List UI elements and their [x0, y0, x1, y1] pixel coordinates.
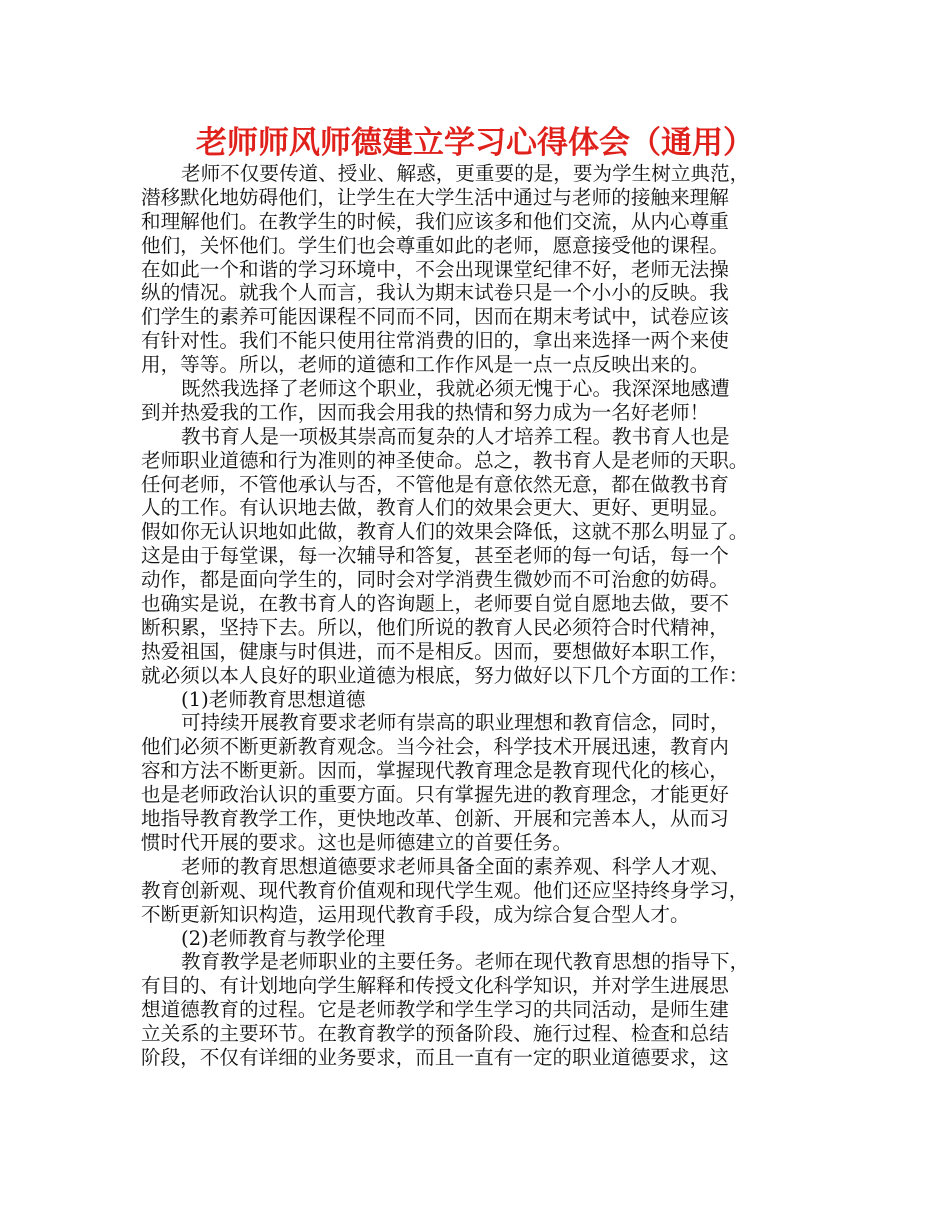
text-line: 老师的教育思想道德要求老师具备全面的素养观、科学人才观、	[181, 854, 730, 878]
text-line: 老师不仅要传道、授业、解惑，更重要的是，要为学生树立典范，	[181, 162, 750, 185]
text-line: 教书育人是一项极其崇高而复杂的人才培养工程。教书育人也是	[181, 424, 730, 448]
text-line: 假如你无认识地如此做，教育人们的效果会降低，这就不那么明显了。	[141, 520, 749, 544]
text-line: 动作，都是面向学生的，同时会对学消费生微妙而不可治愈的妨碍。	[141, 568, 729, 592]
text-line: 想道德教育的过程。它是老师教学和学生学习的共同活动，是师生建	[141, 998, 729, 1022]
text-line: 们学生的素养可能因课程不同而不同，因而在期末考试中，试卷应该	[141, 305, 729, 329]
text-line: 可持续开展教育要求老师有崇高的职业理想和教育信念，同时，	[181, 711, 730, 735]
text-line: 也是老师政治认识的重要方面。只有掌握先进的教育理念，才能更好	[141, 783, 729, 807]
text-line: (1)老师教育思想道德	[181, 687, 366, 711]
text-line: 有针对性。我们不能只使用往常消费的旧的，拿出来选择一两个来使	[141, 329, 729, 353]
text-line: 不断更新知识构造，运用现代教育手段，成为综合复合型人才。	[141, 902, 690, 926]
text-line: 教育创新观、现代教育价值观和现代学生观。他们还应坚持终身学习，	[141, 878, 749, 902]
text-line: 就必须以本人良好的职业道德为根底，努力做好以下几个方面的工作：	[141, 663, 749, 687]
text-line: 他们必须不断更新教育观念。当今社会，科学技术开展迅速，教育内	[141, 735, 729, 759]
text-line: 潜移默化地妨碍他们，让学生在大学生活中通过与老师的接触来理解	[141, 185, 729, 209]
text-line: 也确实是说，在教书育人的咨询题上，老师要自觉自愿地去做，要不	[141, 592, 729, 616]
text-line: 既然我选择了老师这个职业，我就必须无愧于心。我深深地感遭	[181, 377, 730, 401]
text-line: 任何老师，不管他承认与否，不管他是有意依然无意，都在做教书育	[141, 472, 729, 496]
text-line: 在如此一个和谐的学习环境中，不会出现课堂纪律不好，老师无法操	[141, 257, 729, 281]
text-line: 他们，关怀他们。学生们也会尊重如此的老师，愿意接受他的课程。	[141, 233, 729, 257]
document-body	[141, 162, 811, 1070]
text-line: 老师职业道德和行为准则的神圣使命。总之，教书育人是老师的天职。	[141, 448, 749, 472]
document-title: 老师师风师德建立学习心得体会（通用）	[196, 125, 754, 161]
text-line: 有目的、有计划地向学生解释和传授文化科学知识，并对学生进展思	[141, 974, 729, 998]
text-line: 用，等等。所以，老师的道德和工作作风是一点一点反映出来的。	[141, 353, 710, 377]
text-line: 和理解他们。在教学生的时候，我们应该多和他们交流，从内心尊重	[141, 209, 729, 233]
text-line: 立关系的主要环节。在教育教学的预备阶段、施行过程、检查和总结	[141, 1022, 729, 1046]
text-line: 到并热爱我的工作，因而我会用我的热情和努力成为一名好老师！	[141, 400, 710, 424]
text-line: 容和方法不断更新。因而，掌握现代教育理念是教育现代化的核心，	[141, 759, 729, 783]
text-line: 教育教学是老师职业的主要任务。老师在现代教育思想的指导下，	[181, 950, 750, 974]
text-line: 阶段，不仅有详细的业务要求，而且一直有一定的职业道德要求，这	[141, 1045, 729, 1069]
text-line: 纵的情况。就我个人而言，我认为期末试卷只是一个小小的反映。我	[141, 281, 729, 305]
text-line: 断积累，坚持下去。所以，他们所说的教育人民必须符合时代精神，	[141, 615, 729, 639]
text-line: 人的工作。有认识地去做，教育人们的效果会更大、更好、更明显。	[141, 496, 729, 520]
text-line: (2)老师教育与教学伦理	[181, 926, 386, 950]
text-line: 热爱祖国，健康与时俱进，而不是相反。因而，要想做好本职工作，	[141, 639, 729, 663]
text-line: 惯时代开展的要求。这也是师德建立的首要任务。	[141, 830, 573, 854]
text-line: 地指导教育教学工作，更快地改革、创新、开展和完善本人，从而习	[141, 807, 729, 831]
text-line: 这是由于每堂课，每一次辅导和答复，甚至老师的每一句话，每一个	[141, 544, 729, 568]
